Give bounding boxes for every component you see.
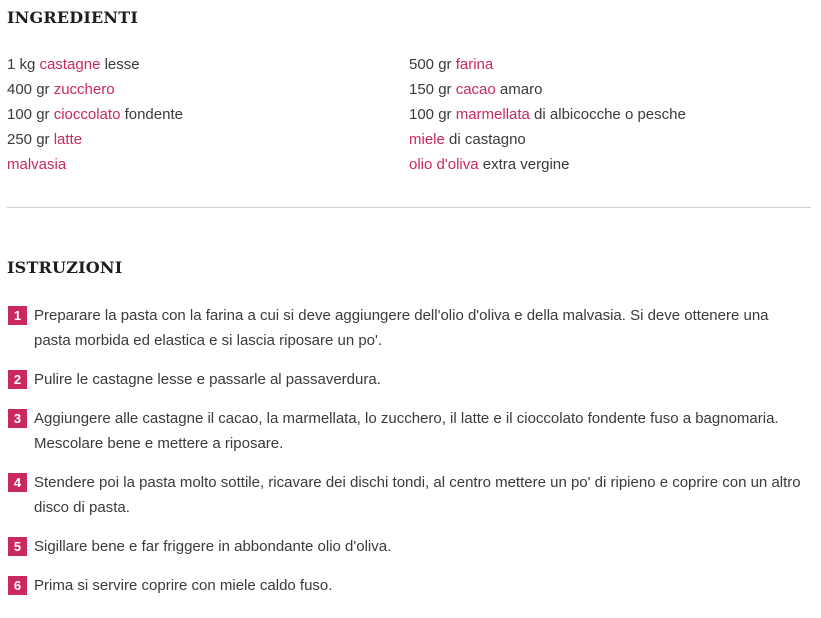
instructions-heading: ISTRUZIONI — [7, 258, 123, 277]
instruction-step — [7, 367, 807, 392]
instructions-list — [7, 303, 807, 612]
instruction-step — [7, 470, 807, 520]
instruction-step — [7, 573, 807, 598]
ingredient-detail: di castagno — [444, 131, 526, 148]
ingredients-list-left — [7, 55, 397, 180]
ingredient-quantity: 150 gr — [409, 81, 456, 98]
step-text: Preparare la pasta con la farina a cui si deve aggiungere dell'olio d'oliva e della malvasia. Si deve ottenere una pasta morbida ed elastica e si lascia riposare un po'. — [34, 307, 769, 349]
instruction-step — [7, 303, 807, 353]
ingredient-link[interactable]: malvasia — [7, 156, 67, 173]
step-number-badge: 5 — [8, 537, 27, 556]
ingredient-quantity: 100 gr — [409, 106, 456, 123]
ingredient-link[interactable]: farina — [455, 56, 494, 73]
step-text: Sigillare bene e far friggere in abbondante olio d'oliva. — [34, 538, 392, 555]
step-number-badge: 3 — [8, 409, 27, 428]
step-text: Stendere poi la pasta molto sottile, ricavare dei dischi tondi, al centro mettere un po' di ripieno e coprire con un altro disco di pasta. — [34, 474, 801, 516]
ingredient-detail: di albicocche o pesche — [529, 106, 686, 123]
step-number-badge: 6 — [8, 576, 27, 595]
ingredient-item — [409, 80, 799, 105]
section-divider — [7, 207, 811, 208]
ingredient-link[interactable]: olio d'oliva — [409, 156, 479, 173]
ingredients-list-right — [409, 55, 799, 180]
ingredient-item — [409, 55, 799, 80]
ingredient-item — [409, 155, 799, 180]
ingredient-detail: fondente — [120, 106, 183, 123]
ingredient-quantity: 100 gr — [7, 106, 54, 123]
step-text: Prima si servire coprire con miele caldo fuso. — [34, 577, 333, 594]
step-text: Pulire le castagne lesse e passarle al passaverdura. — [34, 371, 381, 388]
ingredient-link[interactable]: cioccolato — [53, 106, 121, 123]
ingredient-link[interactable]: cacao — [455, 81, 496, 98]
ingredient-item — [409, 105, 799, 130]
ingredient-link[interactable]: castagne — [39, 56, 101, 73]
ingredient-item — [7, 55, 397, 80]
ingredient-quantity: 400 gr — [7, 81, 54, 98]
ingredient-item — [7, 155, 397, 180]
ingredient-item — [7, 80, 397, 105]
ingredient-quantity: 1 kg — [7, 56, 40, 73]
instruction-step — [7, 406, 807, 456]
ingredient-detail: amaro — [495, 81, 543, 98]
ingredient-detail: extra vergine — [478, 156, 570, 173]
ingredient-item — [409, 130, 799, 155]
ingredient-item — [7, 130, 397, 155]
ingredient-quantity: 500 gr — [409, 56, 456, 73]
step-number-badge: 4 — [8, 473, 27, 492]
step-text: Aggiungere alle castagne il cacao, la marmellata, lo zucchero, il latte e il cioccolato fondente fuso a bagnomaria. Mescolare bene e mettere a riposare. — [34, 410, 779, 452]
ingredient-item — [7, 105, 397, 130]
ingredient-link[interactable]: miele — [409, 131, 445, 148]
step-number-badge: 2 — [8, 370, 27, 389]
ingredient-link[interactable]: latte — [53, 131, 83, 148]
ingredient-link[interactable]: zucchero — [53, 81, 115, 98]
ingredients-heading: INGREDIENTI — [7, 8, 139, 27]
step-number-badge: 1 — [8, 306, 27, 325]
ingredient-detail: lesse — [100, 56, 140, 73]
instruction-step — [7, 534, 807, 559]
ingredient-link[interactable]: marmellata — [455, 106, 530, 123]
ingredient-quantity: 250 gr — [7, 131, 54, 148]
